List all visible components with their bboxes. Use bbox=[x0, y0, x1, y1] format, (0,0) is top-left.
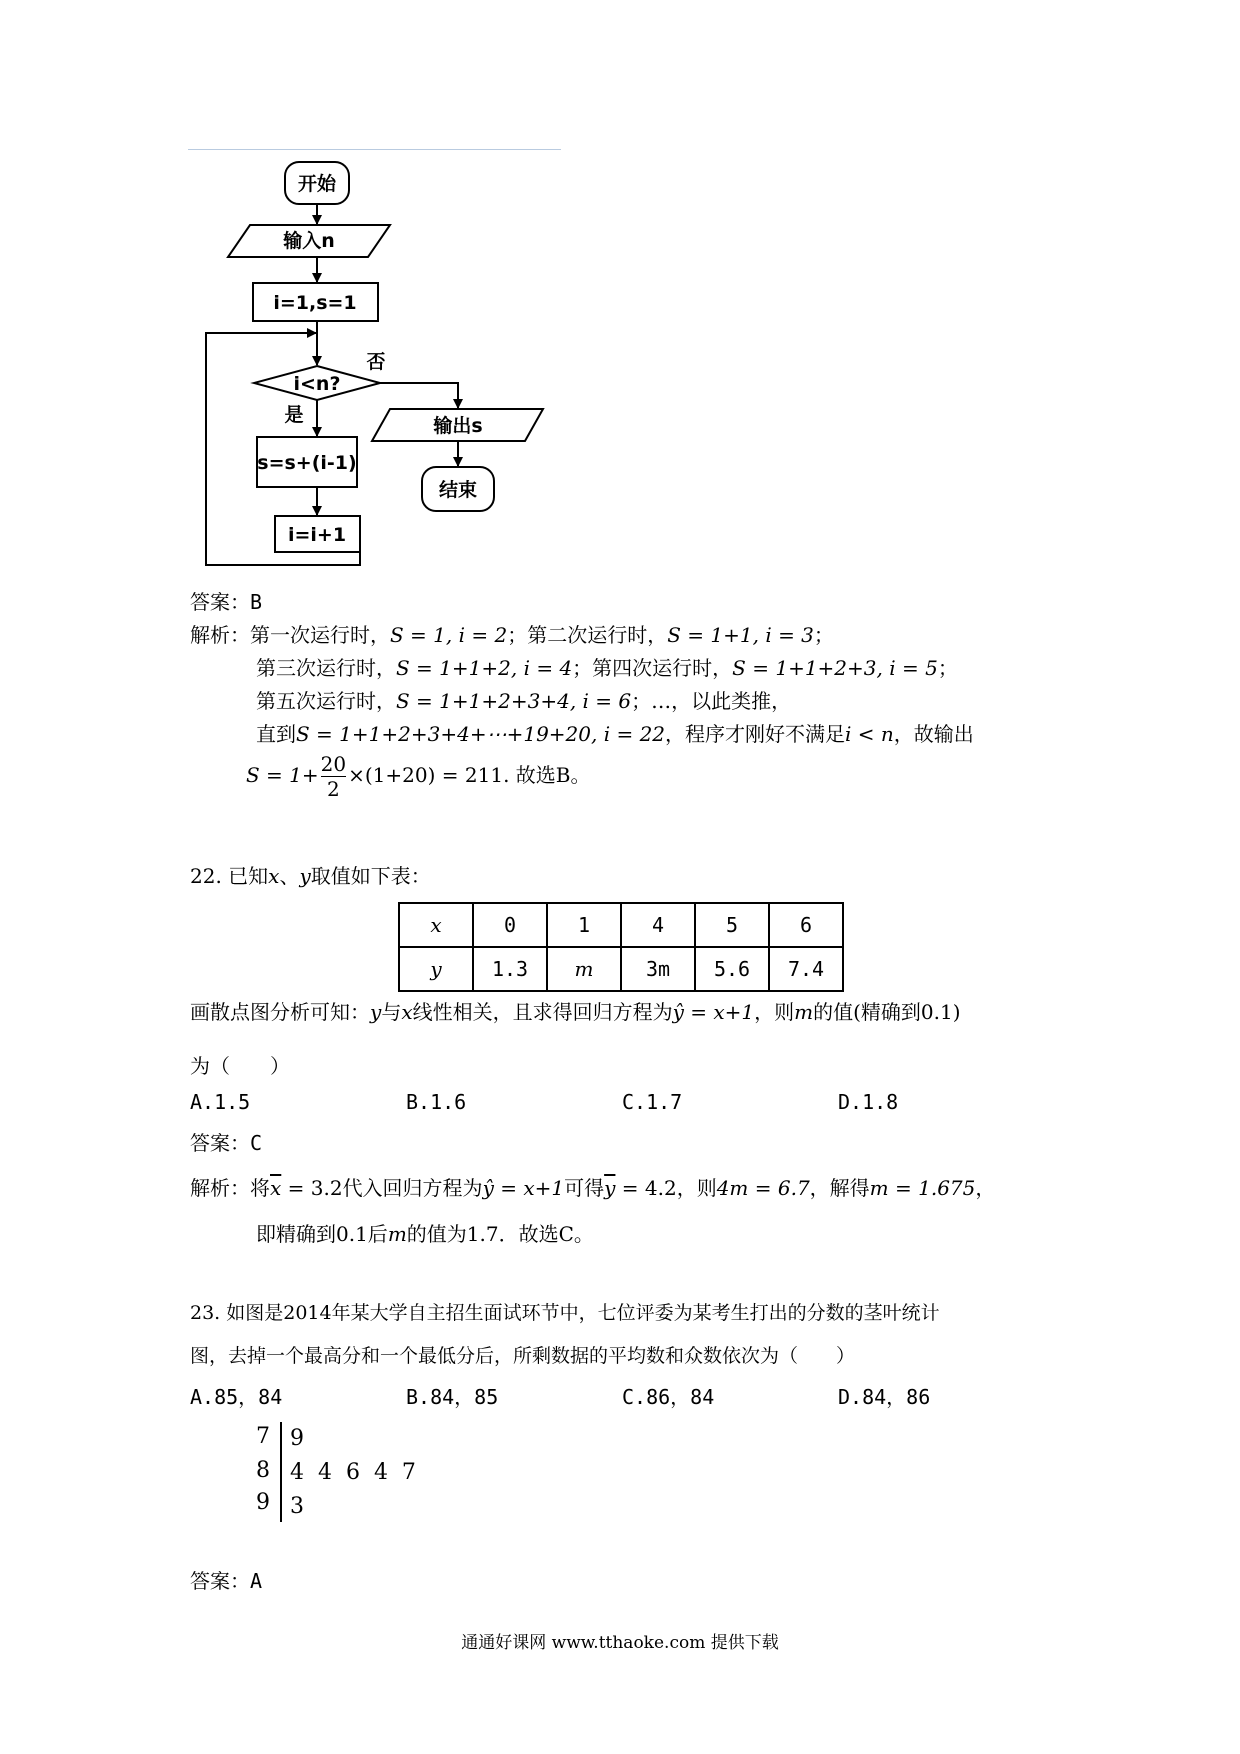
q22-answer: 答案：C bbox=[190, 1131, 263, 1155]
content-column bbox=[190, 0, 1090, 1754]
no-label: 否 bbox=[366, 351, 386, 373]
var-y: y bbox=[299, 864, 311, 888]
text: 第三次运行时， bbox=[256, 656, 396, 680]
text: 第五次运行时， bbox=[256, 689, 396, 713]
text: ，则 bbox=[676, 1176, 717, 1200]
var-m: m bbox=[794, 1000, 814, 1024]
table-cell: m bbox=[547, 947, 621, 991]
q21-answer: 答案：B bbox=[190, 590, 263, 614]
q22-analysis-line2 bbox=[256, 1218, 594, 1247]
text: 代入回归方程为 bbox=[342, 1176, 483, 1200]
x-bar: $\overline{x}$ bbox=[270, 1176, 282, 1200]
start-label: 开始 bbox=[297, 173, 337, 195]
q23-option-b: B.84，85 bbox=[406, 1385, 499, 1409]
y-bar: $\overline{y}$ bbox=[604, 1176, 616, 1200]
table-cell: 5.6 bbox=[695, 947, 769, 991]
formula: S = 1+ bbox=[246, 763, 319, 787]
q22-question-line2: 为（ ） bbox=[190, 1054, 290, 1078]
text: 画散点图分析可知： bbox=[190, 1000, 370, 1024]
formula: ŷ = x+1 bbox=[482, 1176, 565, 1200]
init-label: i=1,s=1 bbox=[273, 292, 357, 314]
output-label: 输出s bbox=[433, 415, 483, 437]
text: 可得 bbox=[564, 1176, 605, 1200]
text: 解析：将 bbox=[190, 1176, 270, 1200]
q21-analysis-line4 bbox=[256, 718, 974, 747]
text: ，故输出 bbox=[893, 722, 974, 746]
update-s-label: s=s+(i-1) bbox=[257, 452, 357, 474]
text: ；第四次运行时， bbox=[572, 656, 733, 680]
table-cell: 6 bbox=[769, 903, 843, 947]
y-label-cell: y bbox=[399, 947, 473, 991]
denominator: 2 bbox=[327, 777, 340, 801]
q21-final-formula bbox=[246, 752, 590, 801]
formula: S = 1, i = 2 bbox=[390, 623, 508, 647]
stem-9: 9 bbox=[256, 1490, 270, 1515]
q22-question-line1 bbox=[190, 996, 961, 1025]
footer-text: 通通好课网 www.tthaoke.com 提供下载 bbox=[461, 1633, 779, 1653]
table-cell: 5 bbox=[695, 903, 769, 947]
text: . 故选B。 bbox=[503, 763, 591, 787]
q21-analysis-line1 bbox=[190, 619, 834, 648]
end-label: 结束 bbox=[438, 479, 478, 501]
condition-label: i<n? bbox=[293, 373, 341, 395]
q23-stem-line2: 图，去掉一个最高分和一个最低分后，所剩数据的平均数和众数依次为（ ） bbox=[190, 1345, 856, 1367]
q22-analysis-line1 bbox=[190, 1172, 995, 1201]
table-cell: 4 bbox=[621, 903, 695, 947]
analysis-label: 解析： bbox=[190, 623, 250, 647]
text: ，解得 bbox=[809, 1176, 870, 1200]
var-x: x bbox=[268, 864, 280, 888]
table-cell: 3m bbox=[621, 947, 695, 991]
text: ， bbox=[975, 1176, 996, 1200]
formula: m = 1.675 bbox=[869, 1176, 976, 1200]
leaves-7: 9 bbox=[290, 1426, 304, 1451]
text: 取值如下表： bbox=[310, 864, 431, 888]
text: 与 bbox=[381, 1000, 402, 1024]
x-label-cell: x bbox=[399, 903, 473, 947]
formula: S = 1+1, i = 3 bbox=[667, 623, 814, 647]
leaves-9: 3 bbox=[290, 1494, 304, 1519]
stem-7: 7 bbox=[256, 1424, 270, 1449]
text: ，程序才刚好不满足 bbox=[665, 722, 846, 746]
formula: = 4.2 bbox=[615, 1176, 677, 1200]
leaves-8: 4 4 6 4 7 bbox=[290, 1460, 416, 1485]
formula: S = 1+1+2+3, i = 5 bbox=[732, 656, 938, 680]
q23-option-a: A.85，84 bbox=[190, 1385, 283, 1409]
var-x: x bbox=[401, 1000, 413, 1024]
text: ； bbox=[937, 656, 958, 680]
formula: S = 1+1+2+3+4, i = 6 bbox=[396, 689, 632, 713]
table-row bbox=[399, 947, 843, 991]
q22-stem bbox=[190, 860, 431, 889]
q23-stem-line1: 23. 如图是2014年某大学自主招生面试环节中，七位评委为某考生打出的分数的茎叶统计 bbox=[190, 1302, 940, 1324]
input-label: 输入n bbox=[283, 230, 335, 252]
text: 即精确到0.1后 bbox=[256, 1222, 388, 1246]
text: ；…，以此类推， bbox=[631, 689, 792, 713]
table-cell: 1.3 bbox=[473, 947, 547, 991]
text: ；第二次运行时， bbox=[507, 623, 668, 647]
text: ； bbox=[813, 623, 834, 647]
fraction bbox=[321, 752, 346, 801]
text: 线性相关，且求得回归方程为 bbox=[412, 1000, 673, 1024]
formula: = 3.2 bbox=[281, 1176, 343, 1200]
value: 1.7 bbox=[466, 1222, 499, 1246]
q23-option-c: C.86，84 bbox=[622, 1385, 715, 1409]
q21-analysis-line3 bbox=[256, 685, 791, 714]
xy-table bbox=[398, 902, 844, 992]
q22-option-b: B.1.6 bbox=[406, 1090, 467, 1114]
q22-option-d: D.1.8 bbox=[838, 1090, 899, 1114]
table-cell: 1 bbox=[547, 903, 621, 947]
text: 第一次运行时， bbox=[250, 623, 390, 647]
var-m: m bbox=[387, 1222, 407, 1246]
q22-option-c: C.1.7 bbox=[622, 1090, 683, 1114]
table-cell: 7.4 bbox=[769, 947, 843, 991]
text: 、 bbox=[279, 864, 300, 888]
text: 的值为 bbox=[406, 1222, 467, 1246]
q23-option-d: D.84，86 bbox=[838, 1385, 931, 1409]
q21-analysis-line2 bbox=[256, 652, 958, 681]
formula: ŷ = x+1 bbox=[672, 1000, 755, 1024]
var-y: y bbox=[370, 1000, 382, 1024]
formula: 4m = 6.7 bbox=[716, 1176, 810, 1200]
stem-leaf-plot bbox=[256, 1416, 456, 1526]
numerator: 20 bbox=[320, 752, 347, 776]
stem-8: 8 bbox=[256, 1458, 270, 1483]
yes-label: 是 bbox=[284, 404, 304, 426]
q23-answer: 答案：A bbox=[190, 1569, 263, 1593]
formula: i < n bbox=[845, 722, 894, 746]
text: 22. 已知 bbox=[190, 864, 269, 888]
formula: ×(1+20) = 211 bbox=[348, 763, 504, 787]
text: 的值(精确到0.1) bbox=[813, 1000, 961, 1024]
table-cell: 0 bbox=[473, 903, 547, 947]
text: 直到 bbox=[256, 722, 296, 746]
update-i-label: i=i+1 bbox=[287, 524, 347, 546]
q22-option-a: A.1.5 bbox=[190, 1090, 251, 1114]
formula: S = 1+1+2, i = 4 bbox=[396, 656, 573, 680]
formula: S = 1+1+2+3+4+⋯+19+20, i = 22 bbox=[296, 722, 666, 746]
text: ，则 bbox=[754, 1000, 795, 1024]
stem-divider bbox=[280, 1422, 282, 1522]
table-row bbox=[399, 903, 843, 947]
text: ．故选C。 bbox=[498, 1222, 594, 1246]
